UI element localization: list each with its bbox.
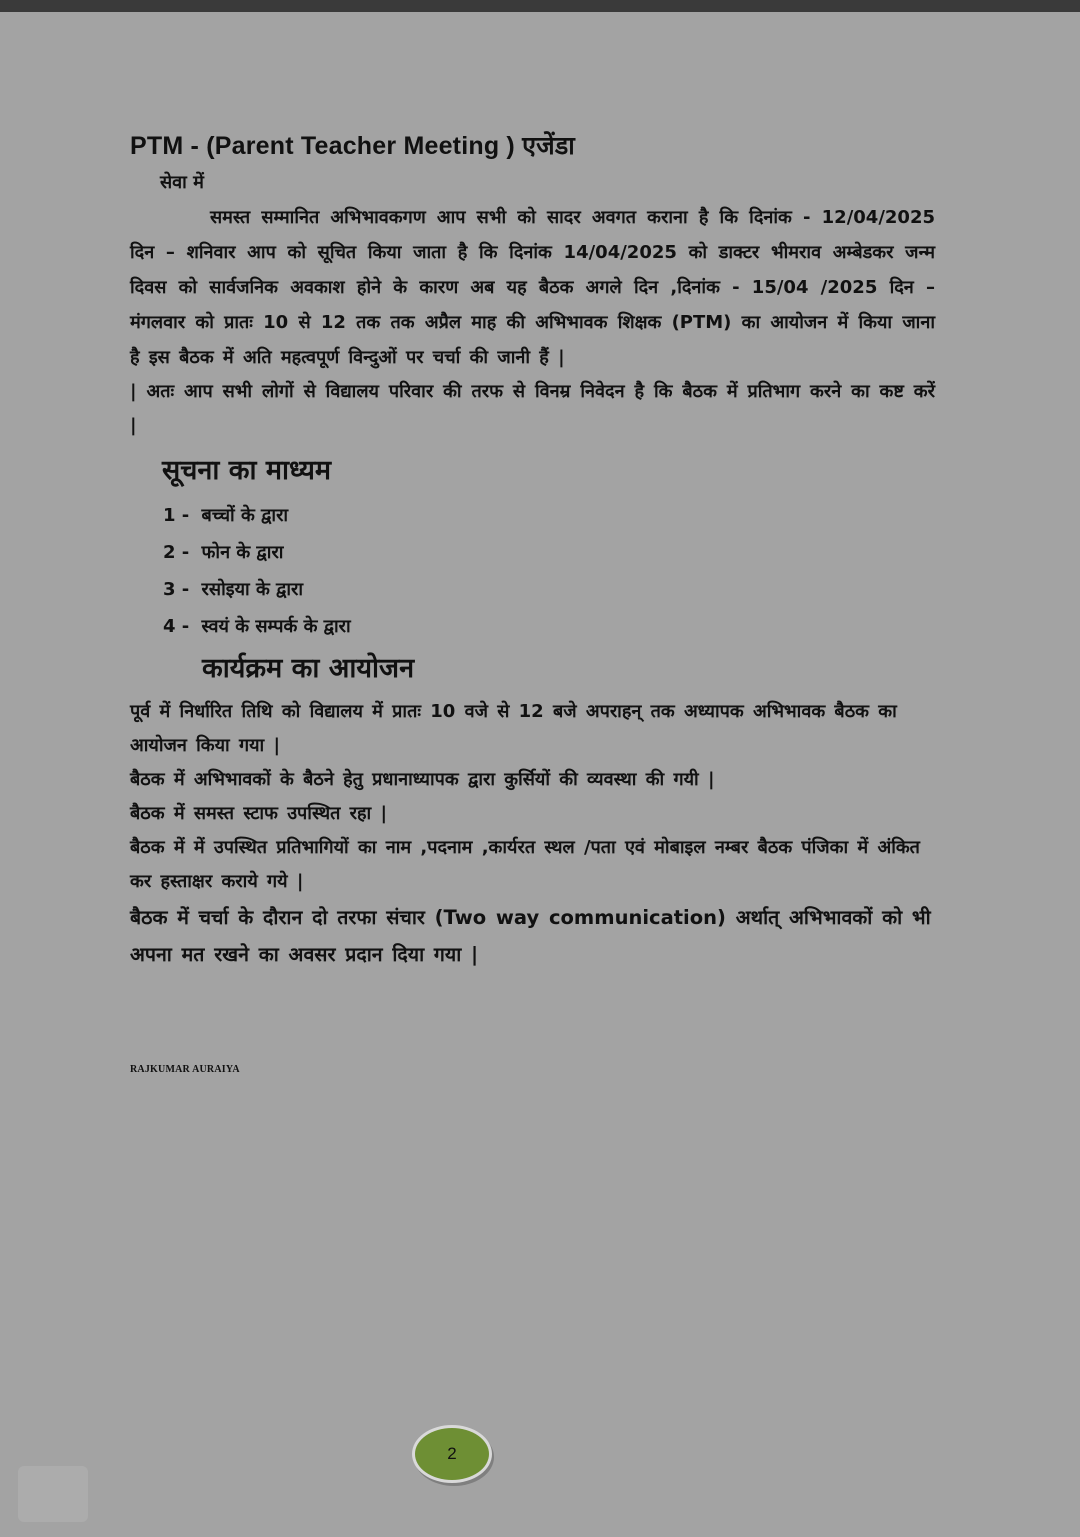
request-paragraph: | अतः आप सभी लोगों से विद्यालय परिवार की तरफ से विनम्र निवेदन है कि बैठक में प्रतिभाग करने का कष्ट करें |: [130, 381, 935, 436]
list-item-text: स्वयं के सम्पर्क के द्वारा: [201, 616, 351, 637]
list-item-text: रसोइया के द्वारा: [201, 579, 304, 600]
list-item: [163, 497, 935, 534]
list-item-number: 1 -: [163, 505, 190, 526]
event-heading: कार्यक्रम का आयोजन: [202, 653, 415, 684]
event-line: बैठक में में उपस्थित प्रतिभागियों का नाम ,पदनाम ,कार्यरत स्थल /पता एवं मोबाइल नम्बर बैठक पंजिका में अंकित कर हस्ताक्षर कराये गये |: [130, 837, 920, 892]
event-line: बैठक में समस्त स्टाफ उपस्थित रहा |: [130, 803, 388, 824]
list-item: [163, 534, 935, 571]
event-line: पूर्व में निर्धारित तिथि को विद्यालय में प्रातः 10 वजे से 12 बजे अपराहन् तक अध्यापक अभिभावक बैठक का आयोजन किया गया |: [130, 701, 897, 756]
event-line: बैठक में अभिभावकों के बैठने हेतु प्रधानाध्यापक द्वारा कुर्सियों की व्यवस्था की गयी |: [130, 769, 715, 790]
page-number: 2: [447, 1444, 457, 1463]
list-item: [163, 571, 935, 608]
list-item-text: फोन के द्वारा: [201, 542, 284, 563]
list-item-number: 4 -: [163, 616, 190, 637]
top-bar: [0, 0, 1080, 12]
document-body: [130, 128, 935, 973]
document-title: PTM - (Parent Teacher Meeting ) एजेंडा: [130, 132, 575, 160]
list-item-number: 2 -: [163, 542, 190, 563]
list-item: [163, 608, 935, 645]
salutation: सेवा में: [160, 172, 204, 193]
list-item-number: 3 -: [163, 579, 190, 600]
communication-heading: सूचना का माध्यम: [162, 455, 332, 486]
intro-paragraph: समस्त सम्मानित अभिभावकगण आप सभी को सादर अवगत कराना है कि दिनांक - 12/04/2025 दिन – शनिवार आप को सूचित किया जाता है कि दिनांक 14/04/2025 को डाक्टर भीमराव अम्बेडकर जन्म दिवस को सार्वजनिक अवकाश होने के कारण अब यह बैठक अगले दिन ,दिनांक - 15/04 /2025 दिन – मंगलवार को प्रातः 10 से 12 तक तक अप्रैल माह की अभिभावक शिक्षक (PTM) का आयोजन में किया जाना है इस बैठक में अति महत्वपूर्ण विन्दुओं पर चर्चा की जानी हैं |: [130, 207, 935, 368]
corner-overlay-button[interactable]: [18, 1466, 88, 1522]
signature: RAJKUMAR AURAIYA: [130, 1064, 240, 1075]
communication-list: [130, 497, 935, 645]
event-line: बैठक में चर्चा के दौरान दो तरफा संचार (Two way communication) अर्थात् अभिभावकों को भी अपना मत रखने का अवसर प्रदान दिया गया |: [130, 906, 931, 966]
list-item-text: बच्चों के द्वारा: [201, 505, 289, 526]
page-number-badge: [412, 1425, 492, 1483]
